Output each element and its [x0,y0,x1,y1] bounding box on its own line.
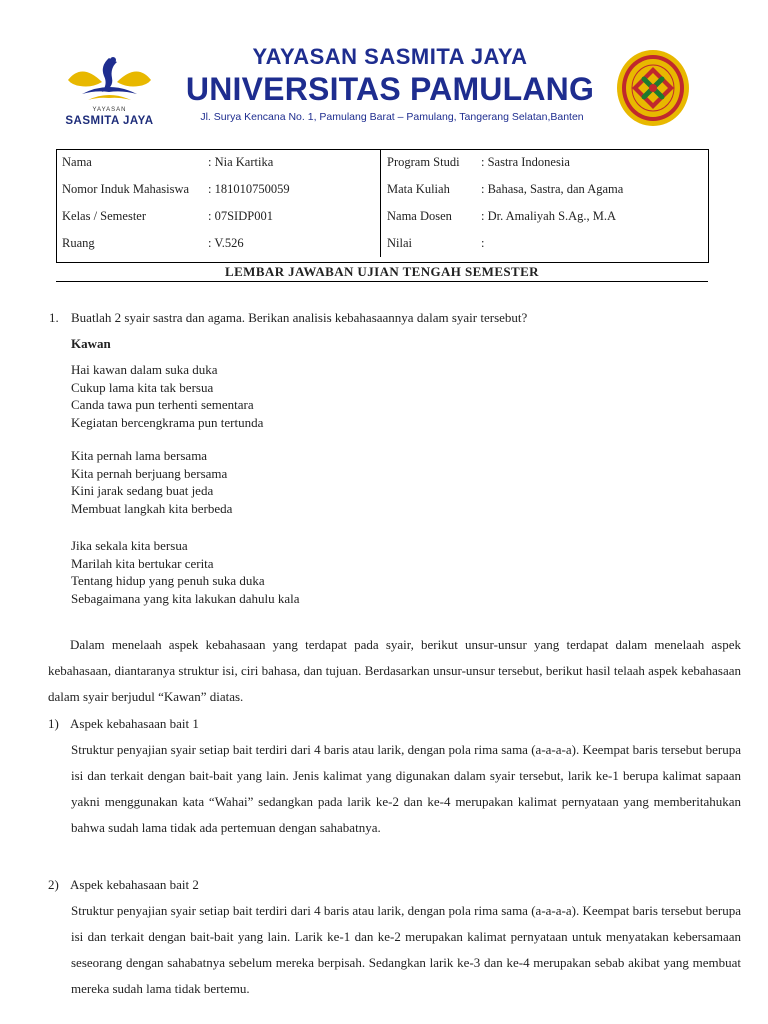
info-row [56,230,708,257]
info-value-lecturer: : Dr. Amaliyah S.Ag., M.A [481,209,617,223]
poem-line: Hai kawan dalam suka duka [71,362,218,377]
info-label-course: Mata Kuliah [387,182,450,196]
question-text: Buatlah 2 syair sastra dan agama. Berikan analisis kebahasaannya dalam syair tersebut? [71,310,528,325]
aspect-title: Aspek kebahasaan bait 2 [70,877,199,892]
aspect-number: 1) [48,716,59,731]
poem-stanza [71,537,300,607]
poem-line: Kita pernah lama bersama [71,448,208,463]
letterhead [0,0,768,140]
info-value-nim: : 181010750059 [202,176,381,203]
info-value-room: : V.526 [202,230,381,257]
foundation-emblem-icon [62,52,157,108]
info-value-score: : [481,236,485,250]
info-value-course: : Bahasa, Sastra, dan Agama [481,182,624,196]
poem-stanza [71,361,263,431]
aspect-title: Aspek kebahasaan bait 1 [70,716,199,731]
question [49,310,527,326]
foundation-name: SASMITA JAYA [65,115,154,127]
poem-line: Kita pernah berjuang bersama [71,465,228,481]
info-label-class: Kelas / Semester [62,209,147,223]
question-number: 1. [49,310,59,325]
foundation-title: YAYASAN SASMITA JAYA [252,44,528,69]
poem-line: Cukup lama kita tak bersua [71,379,214,395]
aspect-body: Struktur penyajian syair setiap bait terdiri dari 4 baris atau larik, dengan pola rima sama (a-a-a-a). Keempat baris tersebut berupa isi dan terkait dengan bait-bait yang lain. Jenis kalimat yang digunakan dalam syair tersebut, larik ke-1 berupa kalimat sapaan yakni menggunakan kata “Wahai” sedangkan pada larik ke-2 dan ke-4 merupakan kalimat pernyataan yang memberitahukan bahwa sudah lama tidak ada pertemuan dengan sahabatnya. [71,742,741,835]
info-row [56,203,708,230]
aspect-heading [48,716,199,732]
poem-stanza [71,447,232,517]
info-label-room: Ruang [62,236,95,250]
university-seal [616,49,690,132]
info-value-class: : 07SIDP001 [202,203,381,230]
intro-paragraph: Dalam menelaah aspek kebahasaan yang terdapat pada syair, berikut unsur-unsur yang terdapat dalam menelaah aspek kebahasaan, diantaranya struktur isi, ciri bahasa, dan tujuan. Berdasarkan unsur-unsur tersebut, berikut hasil telaah aspek kebahasaan dalam syair berjudul “Kawan” diatas. [48,637,741,704]
poem-line: Kini jarak sedang buat jeda [71,483,214,498]
foundation-logo [62,52,157,132]
poem-line: Sebagaimana yang kita lakukan dahulu kala [71,590,300,606]
info-row [56,149,708,176]
info-label-name: Nama [62,155,92,169]
foundation-small-label: YAYASAN [92,107,127,113]
student-info-table [56,149,708,257]
info-value-name: : Nia Kartika [202,149,381,176]
sheet-title: LEMBAR JAWABAN UJIAN TENGAH SEMESTER [56,262,708,282]
poem-line: Membuat langkah kita berbeda [71,500,233,516]
poem-title: Kawan [71,336,111,351]
poem-line: Canda tawa pun terhenti sementara [71,397,254,412]
poem-line: Marilah kita bertukar cerita [71,555,214,571]
university-title: UNIVERSITAS PAMULANG [185,71,595,107]
aspect-heading [48,877,199,893]
poem-line: Tentang hidup yang penuh suka duka [71,573,265,588]
info-value-program: : Sastra Indonesia [481,155,570,169]
aspect-body: Struktur penyajian syair setiap bait terdiri dari 4 baris atau larik, dengan pola rima sama (a-a-a-a). Keempat baris tersebut berupa isi dan terkait dengan bait-bait yang lain. Larik ke-1 dan ke-2 merupakan kalimat pernyataan untuk menyatakan kebersamaan seseorang dengan sahabatnya sebelum mereka berpisah. Sedangkan larik ke-3 dan ke-4 merupakan sebab akibat yang membuat mereka sudah lama tidak bertemu. [71,903,741,996]
poem-line: Kegiatan bercengkrama pun tertunda [71,414,264,430]
info-label-score: Nilai [387,236,412,250]
university-address: Jl. Surya Kencana No. 1, Pamulang Barat – Pamulang, Tangerang Selatan,Banten [200,111,584,123]
info-row [56,176,708,203]
info-label-lecturer: Nama Dosen [387,209,452,223]
info-label-nim: Nomor Induk Mahasiswa [62,182,190,196]
poem-line: Jika sekala kita bersua [71,538,188,553]
info-label-program: Program Studi [387,155,460,169]
university-seal-icon [616,49,690,127]
aspect-number: 2) [48,877,59,892]
